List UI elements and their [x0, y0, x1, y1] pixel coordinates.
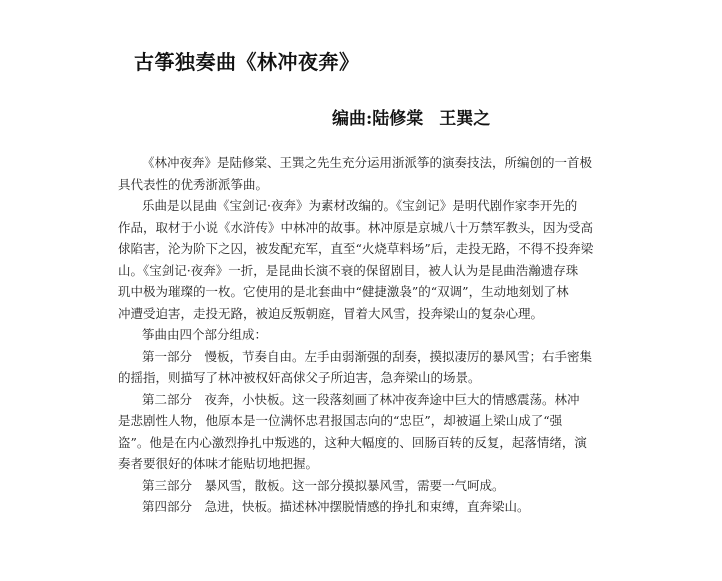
- arranger-credit: [332, 104, 490, 129]
- text-line: 具代表性的优秀浙派筝曲。: [118, 176, 269, 192]
- arranger-label: 编曲:: [332, 109, 373, 129]
- text-line: 俅陷害，沦为阶下之囚，被发配充军，直至“火烧草料场”后，走投无路，不得不投奔梁: [118, 241, 594, 256]
- text-line: 冲遭受迫害，走投无路，被迫反叛朝庭，冒着大风雪，投奔梁山的复杂心理。: [118, 305, 544, 321]
- text-line: 盗”。他是在内心激烈挣扎中叛逃的，这种大幅度的、回肠百转的反复，起落情绪，演: [118, 434, 587, 450]
- text-line: 第二部分 夜奔，小快板。这一段落刻画了林冲夜奔途中巨大的情感震荡。林冲: [142, 391, 580, 407]
- text-line: 奏者要很好的体味才能贴切地把握。: [118, 456, 319, 471]
- text-line: 《林冲夜奔》是陆修棠、王巽之先生充分运用浙派筝的演奏技法，所编创的一首极: [142, 155, 593, 170]
- text-line: 第一部分 慢板，节奏自由。左手由弱渐强的刮奏，摸拟凄厉的暴风雪；右手密集: [142, 348, 593, 364]
- text-line: 的揺指，则描写了林冲被权奸高俅父子所迫害，急奔梁山的场景。: [118, 370, 481, 385]
- text-line: 筝曲由四个部分组成：: [142, 327, 268, 342]
- arranger-name-1: 陆修棠: [372, 109, 424, 129]
- text-line: 是悲剧性人物，他原本是一位满怀忠君报国志向的“忠臣”，却被逼上梁山成了“强: [118, 413, 563, 428]
- text-line: 乐曲是以昆曲《宝剑记·夜奔》为素材改编的。《宝剑记》是明代剧作家李开先的: [142, 198, 578, 213]
- text-line: 第四部分 急进，快板。描述林冲摆脱情感的挣扎和束缚，直奔梁山。: [142, 499, 530, 514]
- arranger-name-2: 王巽之: [439, 109, 491, 129]
- text-line: 山。《宝剑记·夜奔》一折，是昆曲长演不衰的保留剧目，被人认为是昆曲浩瀚遗存珠: [118, 262, 579, 278]
- document-title: 古筝独奏曲《林冲夜奔》: [134, 50, 360, 74]
- text-line: 玑中极为璀璨的一枚。它使用的是北套曲中“健捷激袅”的“双调”，生动地刻划了林: [118, 284, 569, 299]
- text-line: 第三部分 暴风雪，散板。这一部分摸拟暴风雪，需要一气呵成。: [142, 477, 505, 493]
- document-body: [118, 152, 594, 518]
- text-line: 作品，取材于小说《水浒传》中林冲的故事。林冲原是京城八十万禁军教头，因为受高: [118, 219, 594, 235]
